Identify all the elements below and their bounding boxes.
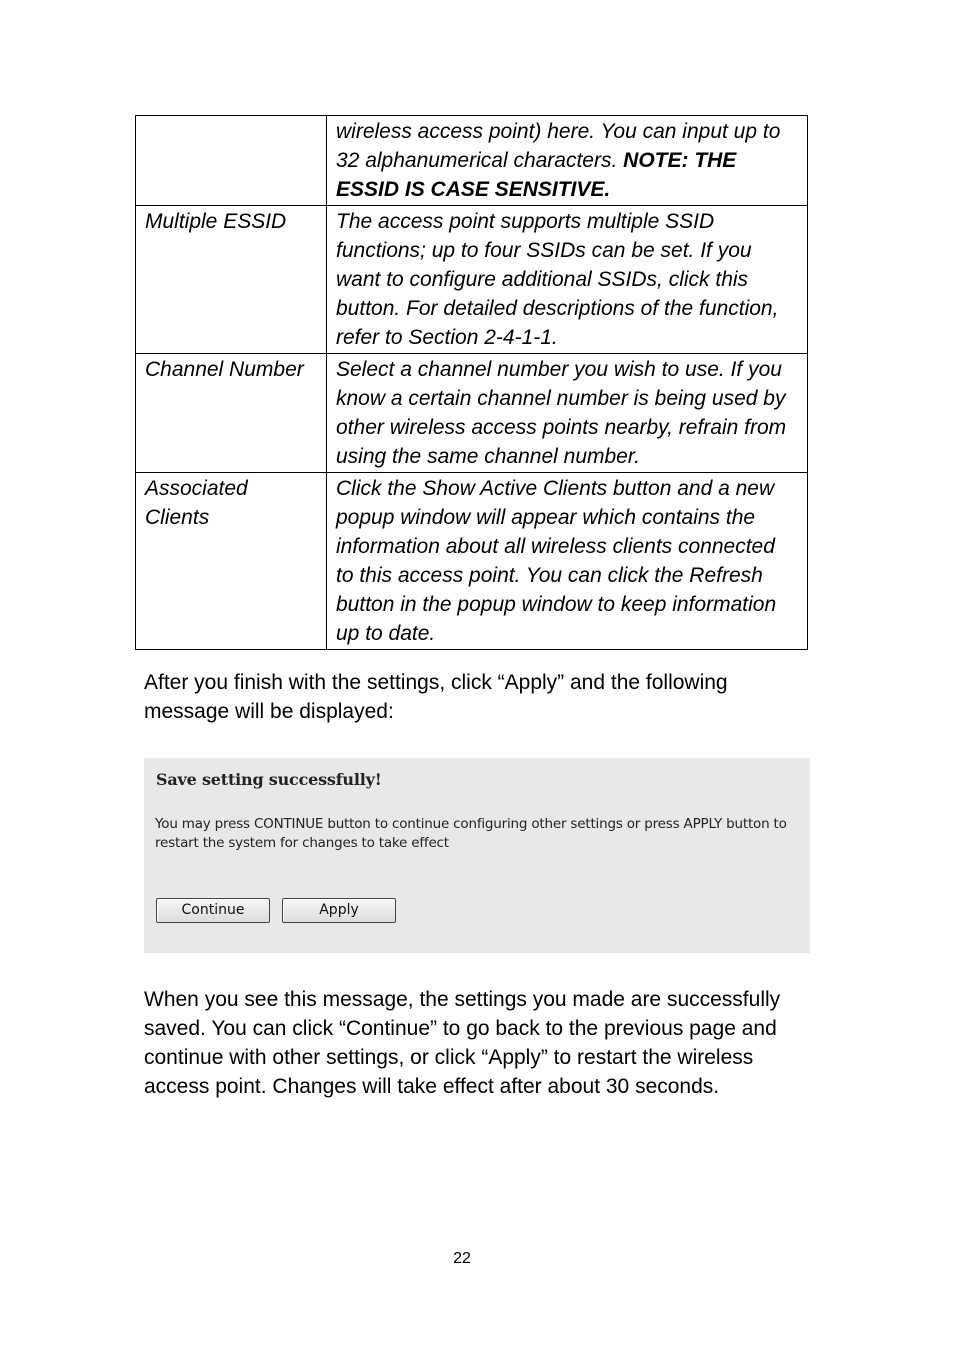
- description-cell: The access point supports multiple SSID functions; up to four SSIDs can be set. If you want to configure additional SSIDs, click this button. For detailed descriptions of the function, refer to Section 2-4-1-1.: [327, 206, 808, 354]
- definition-table: [135, 115, 808, 650]
- apply-button[interactable]: Apply: [282, 898, 396, 923]
- description-cell: Select a channel number you wish to use. If you know a certain channel number is being used by other wireless access points nearby, refrain from using the same channel number.: [327, 354, 808, 473]
- term-cell: Channel Number: [136, 354, 327, 473]
- table-row: [136, 116, 808, 206]
- term-cell: [136, 116, 327, 206]
- explanation-paragraph: When you see this message, the settings you made are successfully saved. You can click “Continue” to go back to the previous page and continue with other settings, or click “Apply” to restart the wireless access point. Changes will take effect after about 30 seconds.: [144, 988, 781, 1098]
- case-sensitive-note: NOTE: THE ESSID IS CASE SENSITIVE.: [336, 149, 737, 201]
- continue-button[interactable]: Continue: [156, 898, 270, 923]
- description-cell: [327, 116, 808, 206]
- table-row: [136, 354, 808, 473]
- dialog-message: You may press CONTINUE button to continue configuring other settings or press APPLY button to restart the system for changes to take effect: [155, 816, 787, 851]
- table-row: [136, 473, 808, 650]
- page-number: 22: [453, 1250, 471, 1267]
- description-cell: Click the Show Active Clients button and a new popup window will appear which contains the information about all wireless clients connected to this access point. You can click the Refresh button in the popup window to keep information up to date.: [327, 473, 808, 650]
- dialog-title: Save setting successfully!: [156, 770, 382, 789]
- table-row: [136, 206, 808, 354]
- description-text: wireless access point) here. You can input up to 32 alphanumerical characters.: [336, 120, 781, 172]
- save-confirmation-dialog: [144, 758, 810, 953]
- term-cell: Associated Clients: [136, 473, 327, 650]
- intro-paragraph: After you finish with the settings, click “Apply” and the following message will be displayed:: [144, 671, 728, 723]
- term-cell: Multiple ESSID: [136, 206, 327, 354]
